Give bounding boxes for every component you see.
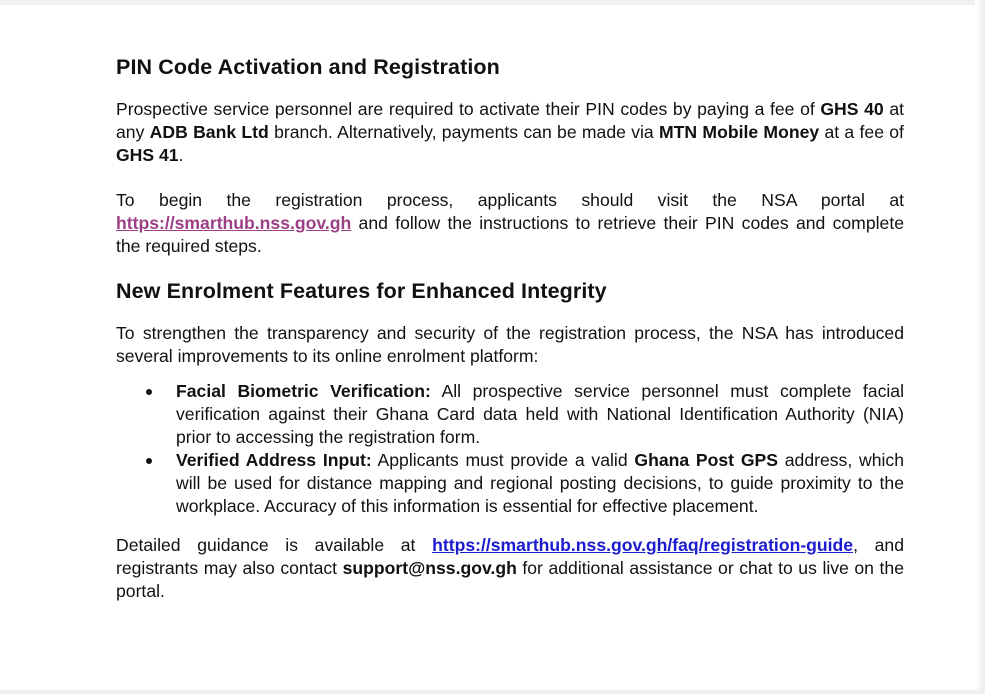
- section-heading-pin-activation: PIN Code Activation and Registration: [116, 55, 500, 79]
- feature-list: [116, 380, 904, 518]
- text-run: To begin the registration process, applicants should visit the NSA portal at: [116, 190, 904, 210]
- portal-link[interactable]: https://smarthub.nss.gov.gh: [116, 213, 352, 233]
- feature-title: Facial Biometric Verification:: [176, 381, 431, 401]
- text-run: branch. Alternatively, payments can be made via: [268, 122, 660, 142]
- feature-text: Applicants must provide a valid: [371, 450, 635, 470]
- bullet-icon: [146, 389, 152, 395]
- page-right-edge: [975, 0, 985, 694]
- ghana-post-gps: Ghana Post GPS: [634, 450, 778, 470]
- text-run: , and registrants may also contact: [116, 535, 905, 578]
- text-run: for additional assistance or chat to us live on the portal.: [116, 558, 904, 601]
- page-top-edge: [0, 0, 985, 5]
- mobile-money-name: MTN Mobile Money: [659, 122, 820, 142]
- feature-title: Verified Address Input:: [176, 450, 372, 470]
- support-email: support@nss.gov.gh: [342, 558, 517, 578]
- feature-text: address, which will be used for distance mapping and regional posting decisions, to guide proximity to the workplace. Accuracy of this information is essential for effective placement.: [176, 450, 904, 516]
- text-run: Detailed guidance is available at: [116, 535, 433, 555]
- text-run: at any: [116, 99, 904, 142]
- text-run: at a fee of: [819, 122, 904, 142]
- text-run: Prospective service personnel are required to activate their PIN codes by paying a fee of: [116, 99, 821, 119]
- page-bottom-edge: [0, 690, 985, 694]
- document-content: [116, 54, 904, 603]
- fee-momo-amount: GHS 41: [116, 145, 179, 165]
- feature-text: All prospective service personnel must complete facial verification against their Ghana Card data held with National Identification Authority (NIA) prior to accessing the registration form.: [176, 381, 904, 447]
- guidance-paragraph: [116, 534, 904, 603]
- list-item-facial-biometric: [176, 380, 904, 449]
- pin-fee-paragraph: [116, 98, 904, 167]
- registration-guide-link[interactable]: https://smarthub.nss.gov.gh/faq/registration-guide: [432, 535, 854, 555]
- text-run: and follow the instructions to retrieve their PIN codes and complete the required steps.: [116, 213, 904, 256]
- bank-name: ADB Bank Ltd: [149, 122, 269, 142]
- text-run: .: [178, 145, 184, 165]
- bullet-icon: [146, 458, 152, 464]
- registration-process-paragraph: [116, 189, 904, 258]
- fee-bank-amount: GHS 40: [820, 99, 884, 119]
- section-heading-enrolment-features: New Enrolment Features for Enhanced Integrity: [116, 279, 607, 303]
- list-item-verified-address: [176, 449, 904, 518]
- enrolment-intro-paragraph: To strengthen the transparency and security of the registration process, the NSA has introduced several improvements to its online enrolment platform:: [116, 323, 904, 366]
